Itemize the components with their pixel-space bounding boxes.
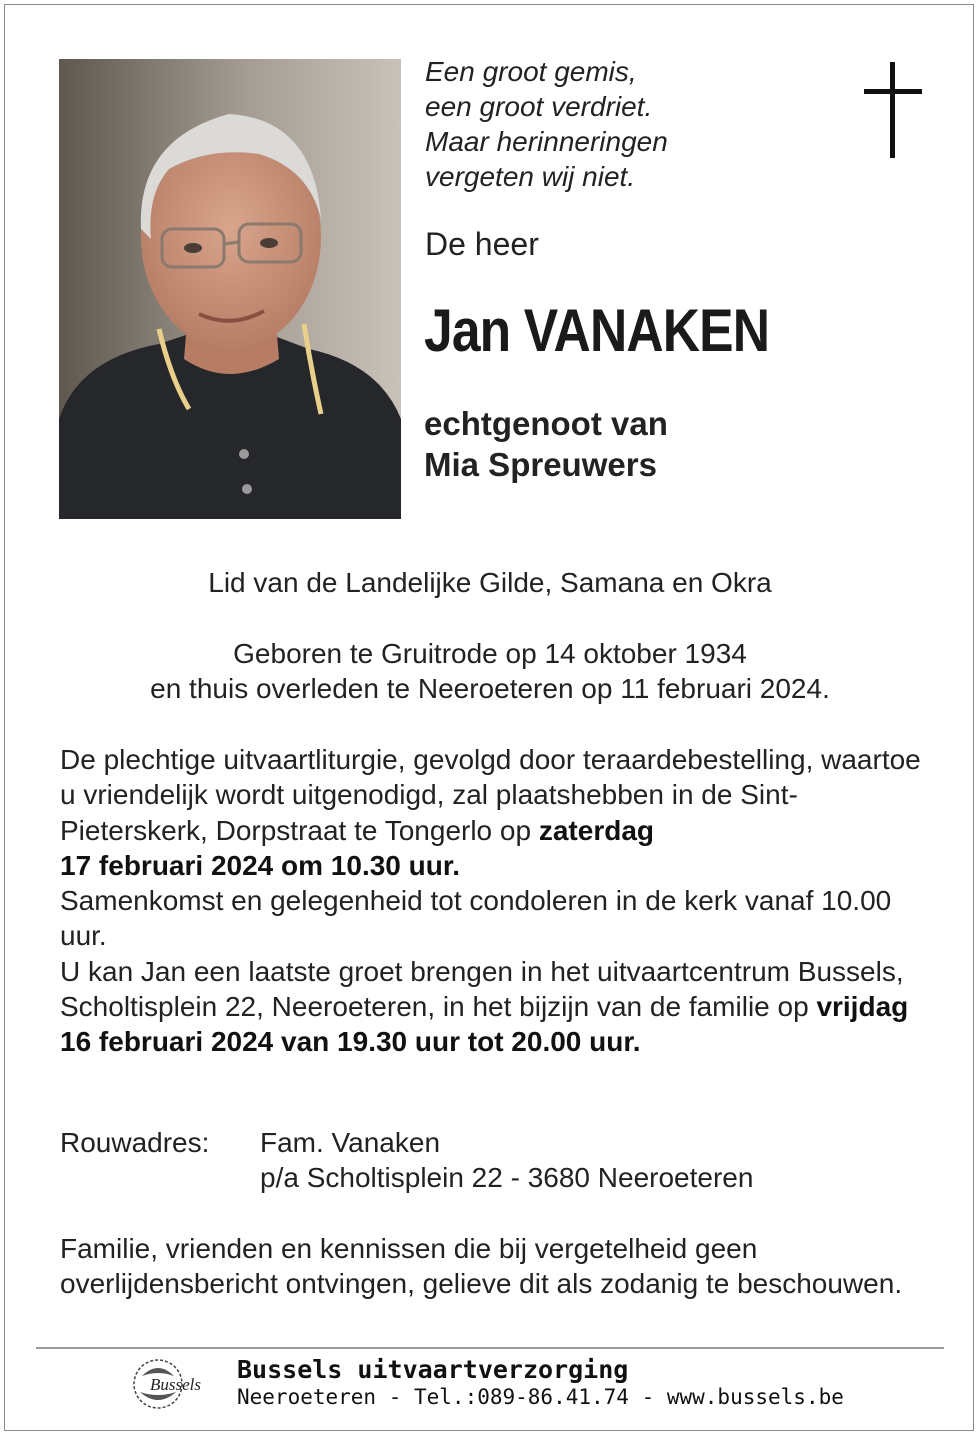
cross-icon bbox=[864, 62, 922, 158]
bussels-logo bbox=[130, 1356, 220, 1412]
mourning-address-line1: Fam. Vanaken bbox=[260, 1127, 441, 1158]
gathering-paragraph: Samenkomst en gelegenheid tot condoleren in de kerk vanaf 10.00 uur. bbox=[60, 885, 892, 952]
funeral-date-day: zaterdag bbox=[538, 814, 654, 846]
memorial-poem bbox=[425, 54, 668, 194]
poem-line: Maar herinneringen bbox=[425, 126, 668, 157]
spouse-relation: echtgenoot van bbox=[424, 405, 668, 442]
funeral-company-name: Bussels uitvaartverzorging bbox=[237, 1355, 629, 1384]
notice-paragraph: Familie, vrienden en kennissen die bij vergetelheid geen overlijdensbericht ontvingen, gelieve dit als zodanig te beschouwen. bbox=[60, 1233, 903, 1300]
portrait-photo bbox=[59, 59, 401, 519]
birth-death-info bbox=[0, 636, 980, 706]
poem-line: Een groot gemis, bbox=[425, 56, 637, 87]
spouse-info bbox=[424, 403, 668, 485]
birth-line: Geboren te Gruitrode op 14 oktober 1934 bbox=[233, 638, 747, 669]
death-line: en thuis overleden te Neeroeteren op 11 februari 2024. bbox=[150, 673, 830, 704]
poem-line: een groot verdriet. bbox=[425, 91, 653, 122]
mourning-address-line2: p/a Scholtisplein 22 - 3680 Neeroeteren bbox=[260, 1162, 754, 1193]
visitation-paragraph: U kan Jan een laatste groet brengen in het uitvaartcentrum Bussels, Scholtisplein 22, Neeroeteren, in het bijzijn van de familie op vrijdag 16 februari 2024 van 19.30 uur tot 20.00 uur. bbox=[60, 955, 909, 1058]
svg-text:Bussels: Bussels bbox=[150, 1375, 201, 1394]
funeral-paragraph: De plechtige uitvaartliturgie, gevolgd door teraardebestelling, waartoe u vriendelijk wordt uitgenodigd, zal plaatshebben in de Sint-Pieterskerk, Dorpstraat te Tongerlo op zaterdag 17 februari 2024 om 10.30 uur. bbox=[60, 744, 921, 881]
funeral-details bbox=[60, 742, 940, 1060]
title-prefix: De heer bbox=[425, 226, 539, 262]
poem-line: vergeten wij niet. bbox=[425, 161, 636, 192]
membership-line: Lid van de Landelijke Gilde, Samana en Okra bbox=[208, 567, 772, 598]
footer-divider bbox=[36, 1347, 944, 1349]
funeral-company-contact: Neeroeteren - Tel.:089-86.41.74 - www.bussels.be bbox=[237, 1385, 844, 1409]
mourning-address-label: Rouwadres: bbox=[60, 1127, 210, 1158]
funeral-date-time: 17 februari 2024 om 10.30 uur. bbox=[60, 849, 460, 881]
spouse-name: Mia Spreuwers bbox=[424, 446, 657, 483]
visitation-date: vrijdag 16 februari 2024 van 19.30 uur tot 20.00 uur. bbox=[60, 991, 909, 1058]
deceased-name: Jan VANAKEN bbox=[424, 297, 770, 364]
